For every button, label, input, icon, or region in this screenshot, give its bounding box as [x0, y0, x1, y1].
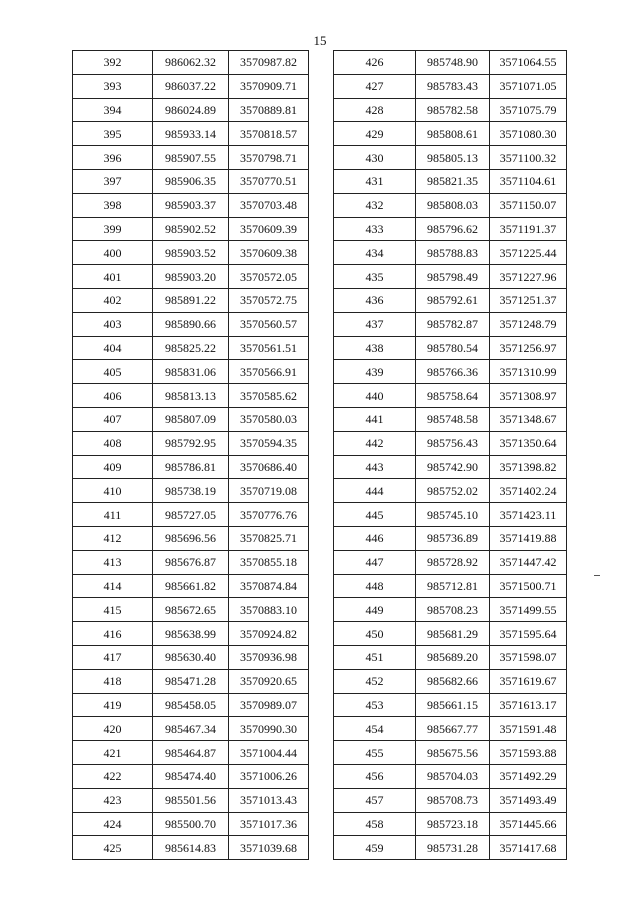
y-coordinate-cell: 3570560.57 [229, 312, 309, 336]
x-coordinate-cell: 985933.14 [153, 122, 229, 146]
y-coordinate-cell: 3571423.11 [490, 503, 567, 527]
table-row [73, 431, 309, 455]
point-number-cell: 408 [73, 431, 153, 455]
table-row [334, 574, 567, 598]
point-number-cell: 435 [334, 265, 416, 289]
y-coordinate-cell: 3571075.79 [490, 98, 567, 122]
table-row [73, 336, 309, 360]
table-row [73, 407, 309, 431]
y-coordinate-cell: 3571104.61 [490, 169, 567, 193]
x-coordinate-cell: 985728.92 [416, 550, 490, 574]
y-coordinate-cell: 3570924.82 [229, 622, 309, 646]
y-coordinate-cell: 3571191.37 [490, 217, 567, 241]
point-number-cell: 432 [334, 193, 416, 217]
table-row [73, 98, 309, 122]
point-number-cell: 445 [334, 503, 416, 527]
x-coordinate-cell: 985807.09 [153, 407, 229, 431]
x-coordinate-cell: 986037.22 [153, 74, 229, 98]
x-coordinate-cell: 985766.36 [416, 360, 490, 384]
point-number-cell: 399 [73, 217, 153, 241]
y-coordinate-cell: 3570798.71 [229, 146, 309, 170]
x-coordinate-cell: 985821.35 [416, 169, 490, 193]
x-coordinate-cell: 985471.28 [153, 669, 229, 693]
y-coordinate-cell: 3570889.81 [229, 98, 309, 122]
x-coordinate-cell: 985780.54 [416, 336, 490, 360]
x-coordinate-cell: 985906.35 [153, 169, 229, 193]
y-coordinate-cell: 3571402.24 [490, 479, 567, 503]
point-number-cell: 396 [73, 146, 153, 170]
y-coordinate-cell: 3571225.44 [490, 241, 567, 265]
table-row [334, 169, 567, 193]
point-number-cell: 418 [73, 669, 153, 693]
x-coordinate-cell: 985796.62 [416, 217, 490, 241]
x-coordinate-cell: 985682.66 [416, 669, 490, 693]
x-coordinate-cell: 985667.77 [416, 717, 490, 741]
point-number-cell: 431 [334, 169, 416, 193]
table-row [73, 550, 309, 574]
y-coordinate-cell: 3571593.88 [490, 741, 567, 765]
x-coordinate-cell: 985467.34 [153, 717, 229, 741]
x-coordinate-cell: 985661.82 [153, 574, 229, 598]
table-row [73, 51, 309, 75]
table-row [334, 336, 567, 360]
page-number: 15 [313, 33, 327, 48]
point-number-cell: 429 [334, 122, 416, 146]
point-number-cell: 443 [334, 455, 416, 479]
table-row [73, 669, 309, 693]
y-coordinate-cell: 3571398.82 [490, 455, 567, 479]
y-coordinate-cell: 3571500.71 [490, 574, 567, 598]
table-row [334, 122, 567, 146]
y-coordinate-cell: 3570561.51 [229, 336, 309, 360]
y-coordinate-cell: 3571227.96 [490, 265, 567, 289]
x-coordinate-cell: 985891.22 [153, 288, 229, 312]
table-row [334, 669, 567, 693]
x-coordinate-cell: 985689.20 [416, 645, 490, 669]
table-row [334, 645, 567, 669]
table-row [73, 836, 309, 860]
point-number-cell: 407 [73, 407, 153, 431]
x-coordinate-cell: 985748.90 [416, 51, 490, 75]
y-coordinate-cell: 3570989.07 [229, 693, 309, 717]
point-number-cell: 415 [73, 598, 153, 622]
y-coordinate-cell: 3571350.64 [490, 431, 567, 455]
point-number-cell: 405 [73, 360, 153, 384]
point-number-cell: 395 [73, 122, 153, 146]
y-coordinate-cell: 3570825.71 [229, 526, 309, 550]
y-coordinate-cell: 3570874.84 [229, 574, 309, 598]
point-number-cell: 423 [73, 788, 153, 812]
x-coordinate-cell: 985638.99 [153, 622, 229, 646]
point-number-cell: 436 [334, 288, 416, 312]
point-number-cell: 401 [73, 265, 153, 289]
y-coordinate-cell: 3571071.05 [490, 74, 567, 98]
table-row [334, 836, 567, 860]
point-number-cell: 404 [73, 336, 153, 360]
x-coordinate-cell: 985786.81 [153, 455, 229, 479]
table-row [73, 503, 309, 527]
table-row [334, 598, 567, 622]
point-number-cell: 439 [334, 360, 416, 384]
point-number-cell: 421 [73, 741, 153, 765]
x-coordinate-cell: 985792.95 [153, 431, 229, 455]
x-coordinate-cell: 985708.73 [416, 788, 490, 812]
y-coordinate-cell: 3571308.97 [490, 384, 567, 408]
table-row [334, 622, 567, 646]
point-number-cell: 392 [73, 51, 153, 75]
point-number-cell: 447 [334, 550, 416, 574]
x-coordinate-cell: 985727.05 [153, 503, 229, 527]
x-coordinate-cell: 985758.64 [416, 384, 490, 408]
x-coordinate-cell: 985752.02 [416, 479, 490, 503]
x-coordinate-cell: 985903.20 [153, 265, 229, 289]
x-coordinate-cell: 985742.90 [416, 455, 490, 479]
point-number-cell: 413 [73, 550, 153, 574]
table-row [73, 146, 309, 170]
x-coordinate-cell: 985704.03 [416, 764, 490, 788]
y-coordinate-cell: 3571591.48 [490, 717, 567, 741]
table-row [334, 98, 567, 122]
y-coordinate-cell: 3571613.17 [490, 693, 567, 717]
table-row [334, 241, 567, 265]
x-coordinate-cell: 985782.87 [416, 312, 490, 336]
y-coordinate-cell: 3571499.55 [490, 598, 567, 622]
x-coordinate-cell: 985696.56 [153, 526, 229, 550]
table-row [73, 812, 309, 836]
point-number-cell: 410 [73, 479, 153, 503]
x-coordinate-cell: 985808.03 [416, 193, 490, 217]
y-coordinate-cell: 3570572.75 [229, 288, 309, 312]
point-number-cell: 450 [334, 622, 416, 646]
point-number-cell: 440 [334, 384, 416, 408]
x-coordinate-cell: 985474.40 [153, 764, 229, 788]
table-row [73, 217, 309, 241]
y-coordinate-cell: 3571492.29 [490, 764, 567, 788]
point-number-cell: 442 [334, 431, 416, 455]
x-coordinate-cell: 985782.58 [416, 98, 490, 122]
y-coordinate-cell: 3571598.07 [490, 645, 567, 669]
x-coordinate-cell: 985464.87 [153, 741, 229, 765]
table-row [334, 812, 567, 836]
y-coordinate-cell: 3570818.57 [229, 122, 309, 146]
point-number-cell: 398 [73, 193, 153, 217]
y-coordinate-cell: 3571417.68 [490, 836, 567, 860]
y-coordinate-cell: 3570719.08 [229, 479, 309, 503]
table-row [334, 526, 567, 550]
point-number-cell: 394 [73, 98, 153, 122]
x-coordinate-cell: 985614.83 [153, 836, 229, 860]
point-number-cell: 420 [73, 717, 153, 741]
x-coordinate-cell: 985805.13 [416, 146, 490, 170]
table-row [73, 526, 309, 550]
y-coordinate-cell: 3570776.76 [229, 503, 309, 527]
x-coordinate-cell: 985756.43 [416, 431, 490, 455]
point-number-cell: 446 [334, 526, 416, 550]
y-coordinate-cell: 3570909.71 [229, 74, 309, 98]
table-row [334, 764, 567, 788]
table-row [73, 455, 309, 479]
table-row [334, 431, 567, 455]
x-coordinate-cell: 985672.65 [153, 598, 229, 622]
y-coordinate-cell: 3570585.62 [229, 384, 309, 408]
y-coordinate-cell: 3570883.10 [229, 598, 309, 622]
y-coordinate-cell: 3571013.43 [229, 788, 309, 812]
x-coordinate-cell: 985630.40 [153, 645, 229, 669]
table-row [73, 74, 309, 98]
y-coordinate-cell: 3571256.97 [490, 336, 567, 360]
x-coordinate-cell: 985661.15 [416, 693, 490, 717]
point-number-cell: 411 [73, 503, 153, 527]
point-number-cell: 393 [73, 74, 153, 98]
table-row [334, 265, 567, 289]
table-row [73, 193, 309, 217]
point-number-cell: 427 [334, 74, 416, 98]
table-row [73, 241, 309, 265]
x-coordinate-cell: 985825.22 [153, 336, 229, 360]
y-coordinate-cell: 3571445.66 [490, 812, 567, 836]
y-coordinate-cell: 3570936.98 [229, 645, 309, 669]
table-row [334, 384, 567, 408]
y-coordinate-cell: 3570572.05 [229, 265, 309, 289]
x-coordinate-cell: 985738.19 [153, 479, 229, 503]
point-number-cell: 419 [73, 693, 153, 717]
table-row [334, 503, 567, 527]
x-coordinate-cell: 985792.61 [416, 288, 490, 312]
x-coordinate-cell: 985500.70 [153, 812, 229, 836]
point-number-cell: 452 [334, 669, 416, 693]
table-row [73, 622, 309, 646]
y-coordinate-cell: 3571248.79 [490, 312, 567, 336]
table-row [334, 693, 567, 717]
table-row [73, 598, 309, 622]
table-row [334, 717, 567, 741]
point-number-cell: 456 [334, 764, 416, 788]
table-row [334, 479, 567, 503]
point-number-cell: 416 [73, 622, 153, 646]
y-coordinate-cell: 3571017.36 [229, 812, 309, 836]
x-coordinate-cell: 985808.61 [416, 122, 490, 146]
table-row [73, 169, 309, 193]
table-row [73, 717, 309, 741]
x-coordinate-cell: 986062.32 [153, 51, 229, 75]
point-number-cell: 424 [73, 812, 153, 836]
point-number-cell: 428 [334, 98, 416, 122]
y-coordinate-cell: 3571100.32 [490, 146, 567, 170]
y-coordinate-cell: 3571006.26 [229, 764, 309, 788]
table-row [334, 74, 567, 98]
point-number-cell: 438 [334, 336, 416, 360]
x-coordinate-cell: 985831.06 [153, 360, 229, 384]
y-coordinate-cell: 3570855.18 [229, 550, 309, 574]
x-coordinate-cell: 985798.49 [416, 265, 490, 289]
point-number-cell: 417 [73, 645, 153, 669]
point-number-cell: 403 [73, 312, 153, 336]
x-coordinate-cell: 985748.58 [416, 407, 490, 431]
margin-mark [594, 575, 600, 576]
x-coordinate-cell: 985731.28 [416, 836, 490, 860]
table-row [73, 384, 309, 408]
table-row [73, 788, 309, 812]
point-number-cell: 457 [334, 788, 416, 812]
y-coordinate-cell: 3571150.07 [490, 193, 567, 217]
y-coordinate-cell: 3570566.91 [229, 360, 309, 384]
y-coordinate-cell: 3570703.48 [229, 193, 309, 217]
y-coordinate-cell: 3571595.64 [490, 622, 567, 646]
y-coordinate-cell: 3571080.30 [490, 122, 567, 146]
y-coordinate-cell: 3571348.67 [490, 407, 567, 431]
table-row [73, 360, 309, 384]
x-coordinate-cell: 985681.29 [416, 622, 490, 646]
x-coordinate-cell: 985813.13 [153, 384, 229, 408]
table-row [73, 288, 309, 312]
point-number-cell: 426 [334, 51, 416, 75]
point-number-cell: 441 [334, 407, 416, 431]
table-row [73, 122, 309, 146]
table-row [334, 788, 567, 812]
x-coordinate-cell: 986024.89 [153, 98, 229, 122]
table-row [334, 146, 567, 170]
table-row [73, 479, 309, 503]
x-coordinate-cell: 985903.52 [153, 241, 229, 265]
y-coordinate-cell: 3571419.88 [490, 526, 567, 550]
x-coordinate-cell: 985501.56 [153, 788, 229, 812]
table-row [73, 764, 309, 788]
y-coordinate-cell: 3570987.82 [229, 51, 309, 75]
coordinates-table-left [72, 50, 309, 860]
y-coordinate-cell: 3571310.99 [490, 360, 567, 384]
y-coordinate-cell: 3570770.51 [229, 169, 309, 193]
point-number-cell: 458 [334, 812, 416, 836]
point-number-cell: 448 [334, 574, 416, 598]
table-row [334, 312, 567, 336]
table-row [73, 265, 309, 289]
y-coordinate-cell: 3571064.55 [490, 51, 567, 75]
x-coordinate-cell: 985903.37 [153, 193, 229, 217]
table-row [73, 645, 309, 669]
table-row [334, 288, 567, 312]
x-coordinate-cell: 985788.83 [416, 241, 490, 265]
point-number-cell: 434 [334, 241, 416, 265]
point-number-cell: 449 [334, 598, 416, 622]
table-row [334, 217, 567, 241]
table-row [334, 455, 567, 479]
table-row [334, 193, 567, 217]
x-coordinate-cell: 985745.10 [416, 503, 490, 527]
x-coordinate-cell: 985723.18 [416, 812, 490, 836]
point-number-cell: 454 [334, 717, 416, 741]
table-row [334, 550, 567, 574]
point-number-cell: 455 [334, 741, 416, 765]
point-number-cell: 453 [334, 693, 416, 717]
point-number-cell: 444 [334, 479, 416, 503]
y-coordinate-cell: 3571039.68 [229, 836, 309, 860]
point-number-cell: 412 [73, 526, 153, 550]
point-number-cell: 433 [334, 217, 416, 241]
point-number-cell: 459 [334, 836, 416, 860]
x-coordinate-cell: 985907.55 [153, 146, 229, 170]
y-coordinate-cell: 3570609.39 [229, 217, 309, 241]
table-row [73, 312, 309, 336]
x-coordinate-cell: 985708.23 [416, 598, 490, 622]
y-coordinate-cell: 3571493.49 [490, 788, 567, 812]
y-coordinate-cell: 3570580.03 [229, 407, 309, 431]
point-number-cell: 409 [73, 455, 153, 479]
x-coordinate-cell: 985902.52 [153, 217, 229, 241]
y-coordinate-cell: 3570686.40 [229, 455, 309, 479]
y-coordinate-cell: 3570609.38 [229, 241, 309, 265]
table-row [334, 741, 567, 765]
table-row [334, 407, 567, 431]
table-row [73, 741, 309, 765]
point-number-cell: 451 [334, 645, 416, 669]
point-number-cell: 397 [73, 169, 153, 193]
table-row [73, 693, 309, 717]
y-coordinate-cell: 3571004.44 [229, 741, 309, 765]
point-number-cell: 400 [73, 241, 153, 265]
table-row [334, 51, 567, 75]
point-number-cell: 406 [73, 384, 153, 408]
y-coordinate-cell: 3571251.37 [490, 288, 567, 312]
x-coordinate-cell: 985890.66 [153, 312, 229, 336]
x-coordinate-cell: 985676.87 [153, 550, 229, 574]
point-number-cell: 425 [73, 836, 153, 860]
x-coordinate-cell: 985736.89 [416, 526, 490, 550]
y-coordinate-cell: 3571619.67 [490, 669, 567, 693]
y-coordinate-cell: 3570594.35 [229, 431, 309, 455]
coordinates-table-right [333, 50, 567, 860]
x-coordinate-cell: 985783.43 [416, 74, 490, 98]
point-number-cell: 422 [73, 764, 153, 788]
y-coordinate-cell: 3571447.42 [490, 550, 567, 574]
x-coordinate-cell: 985458.05 [153, 693, 229, 717]
x-coordinate-cell: 985712.81 [416, 574, 490, 598]
table-row [73, 574, 309, 598]
point-number-cell: 430 [334, 146, 416, 170]
point-number-cell: 437 [334, 312, 416, 336]
point-number-cell: 414 [73, 574, 153, 598]
y-coordinate-cell: 3570990.30 [229, 717, 309, 741]
point-number-cell: 402 [73, 288, 153, 312]
x-coordinate-cell: 985675.56 [416, 741, 490, 765]
table-row [334, 360, 567, 384]
y-coordinate-cell: 3570920.65 [229, 669, 309, 693]
